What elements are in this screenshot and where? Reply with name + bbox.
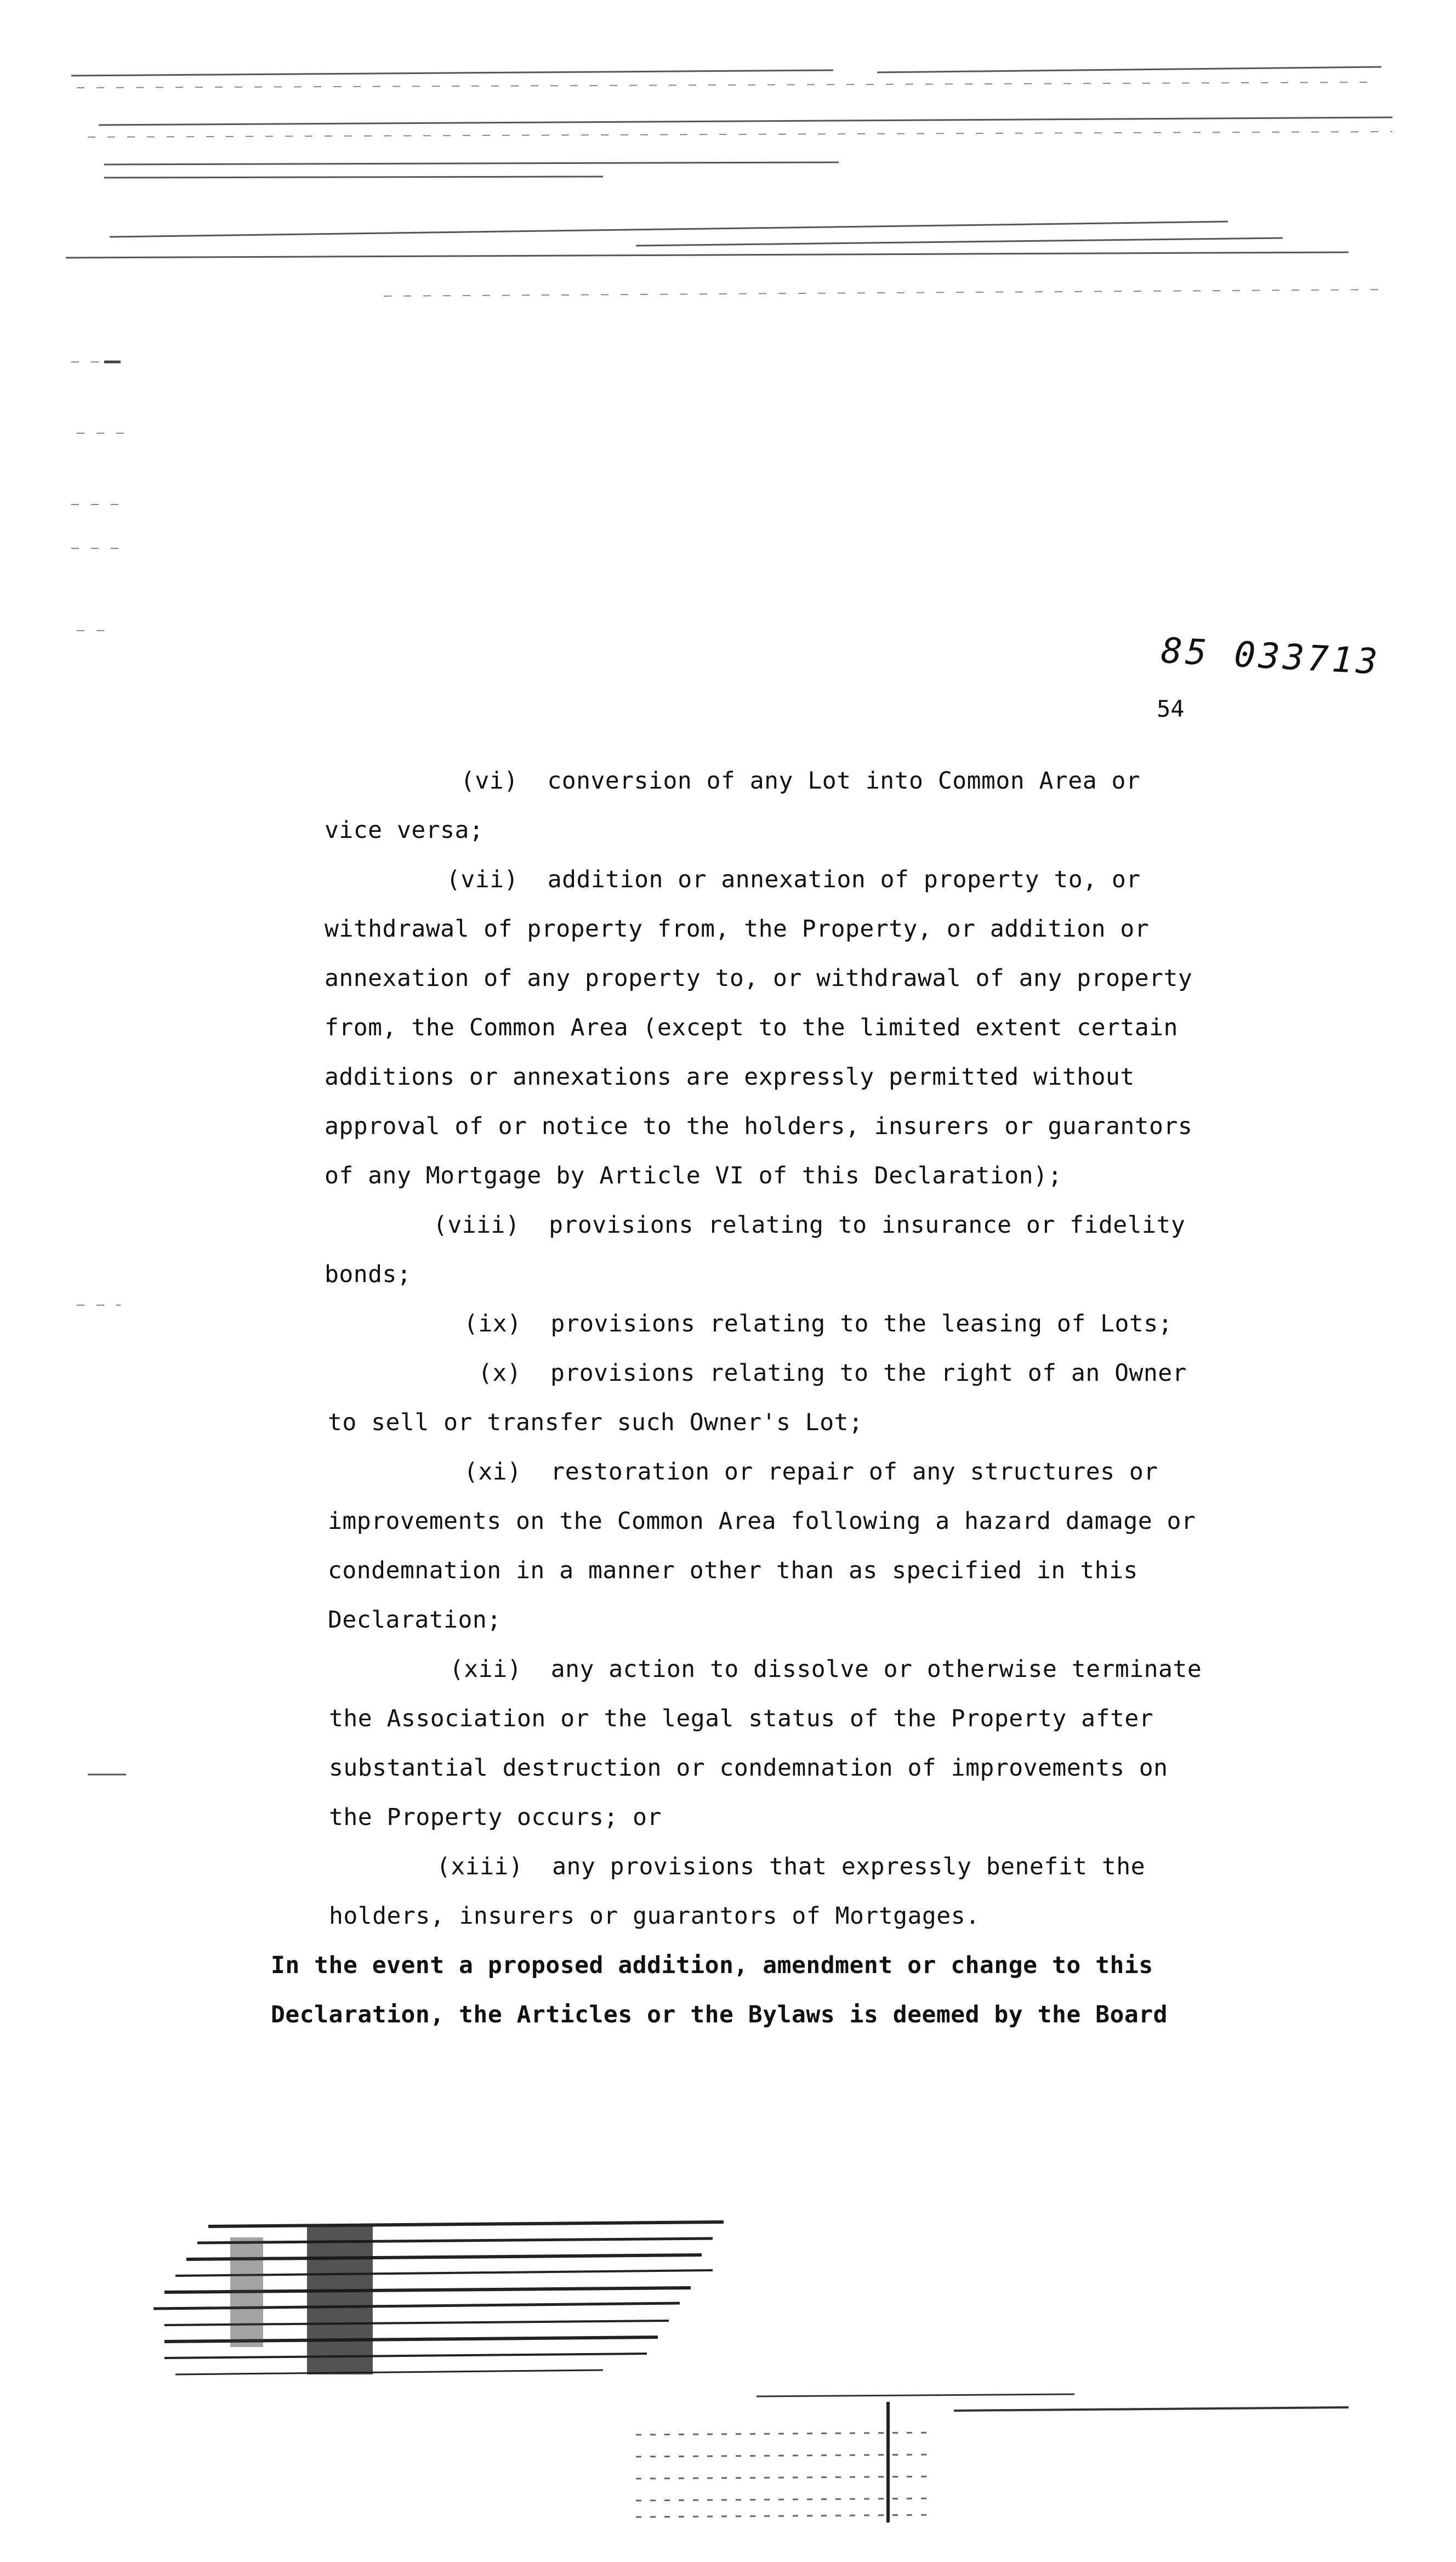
closing-line: In the event a proposed addition, amendment or change to this bbox=[271, 1952, 1153, 1979]
item-viii-line: bonds; bbox=[325, 1261, 412, 1288]
item-xi-first-line bbox=[464, 1458, 1158, 1486]
item-marker: (ix) bbox=[464, 1310, 522, 1337]
item-vii-line: additions or annexations are expressly permitted without bbox=[325, 1063, 1135, 1091]
item-xi-line: improvements on the Common Area following a hazard damage or bbox=[328, 1507, 1196, 1535]
item-vi-first-line bbox=[460, 767, 1140, 795]
item-viii-first-line bbox=[433, 1211, 1185, 1239]
item-text: provisions relating to insurance or fidelity bbox=[549, 1211, 1186, 1239]
item-vii-line: annexation of any property to, or withdrawal of any property bbox=[325, 965, 1193, 992]
item-xiii-first-line bbox=[436, 1852, 1145, 1881]
item-text: conversion of any Lot into Common Area or bbox=[547, 767, 1141, 795]
item-xi-line: condemnation in a manner other than as specified in this bbox=[328, 1557, 1138, 1584]
item-text: any action to dissolve or otherwise terminate bbox=[550, 1656, 1202, 1683]
item-marker: (viii) bbox=[433, 1211, 520, 1239]
item-vii-line: approval of or notice to the holders, insurers or guarantors bbox=[325, 1113, 1193, 1140]
item-text: provisions relating to the right of an Owner bbox=[550, 1359, 1187, 1387]
item-marker: (xiii) bbox=[436, 1853, 524, 1880]
item-text: addition or annexation of property to, or bbox=[547, 866, 1141, 893]
item-ix-first-line bbox=[464, 1310, 1173, 1338]
item-x-line: to sell or transfer such Owner's Lot; bbox=[328, 1409, 863, 1436]
closing-line: Declaration, the Articles or the Bylaws is deemed by the Board bbox=[271, 2001, 1168, 2028]
item-xiii-line: holders, insurers or guarantors of Mortgages. bbox=[329, 1902, 980, 1930]
item-marker: (vi) bbox=[460, 767, 519, 795]
item-xii-line: the Association or the legal status of the Property after bbox=[329, 1705, 1154, 1732]
item-vii-line: withdrawal of property from, the Property, or addition or bbox=[325, 915, 1150, 943]
item-vii-line: of any Mortgage by Article VI of this Declaration); bbox=[325, 1162, 1062, 1189]
item-x-first-line bbox=[478, 1359, 1187, 1387]
item-marker: (xii) bbox=[450, 1656, 522, 1683]
item-marker: (xi) bbox=[464, 1458, 522, 1486]
item-xii-first-line bbox=[450, 1655, 1202, 1684]
item-xi-line: Declaration; bbox=[328, 1606, 502, 1634]
item-marker: (vii) bbox=[446, 866, 519, 893]
page-number: 54 bbox=[1157, 695, 1185, 722]
item-text: restoration or repair of any structures or bbox=[550, 1458, 1158, 1486]
item-vii-line: from, the Common Area (except to the limited extent certain bbox=[325, 1014, 1178, 1041]
item-vii-first-line bbox=[446, 865, 1141, 894]
item-marker: (x) bbox=[478, 1359, 522, 1387]
item-xii-line: substantial destruction or condemnation of improvements on bbox=[329, 1754, 1168, 1782]
recording-number: 85 033713 bbox=[1160, 631, 1382, 683]
item-text: provisions relating to the leasing of Lots; bbox=[550, 1310, 1173, 1337]
item-text: any provisions that expressly benefit the bbox=[552, 1853, 1146, 1880]
item-vi-line: vice versa; bbox=[325, 817, 484, 844]
item-xii-line: the Property occurs; or bbox=[329, 1804, 662, 1831]
